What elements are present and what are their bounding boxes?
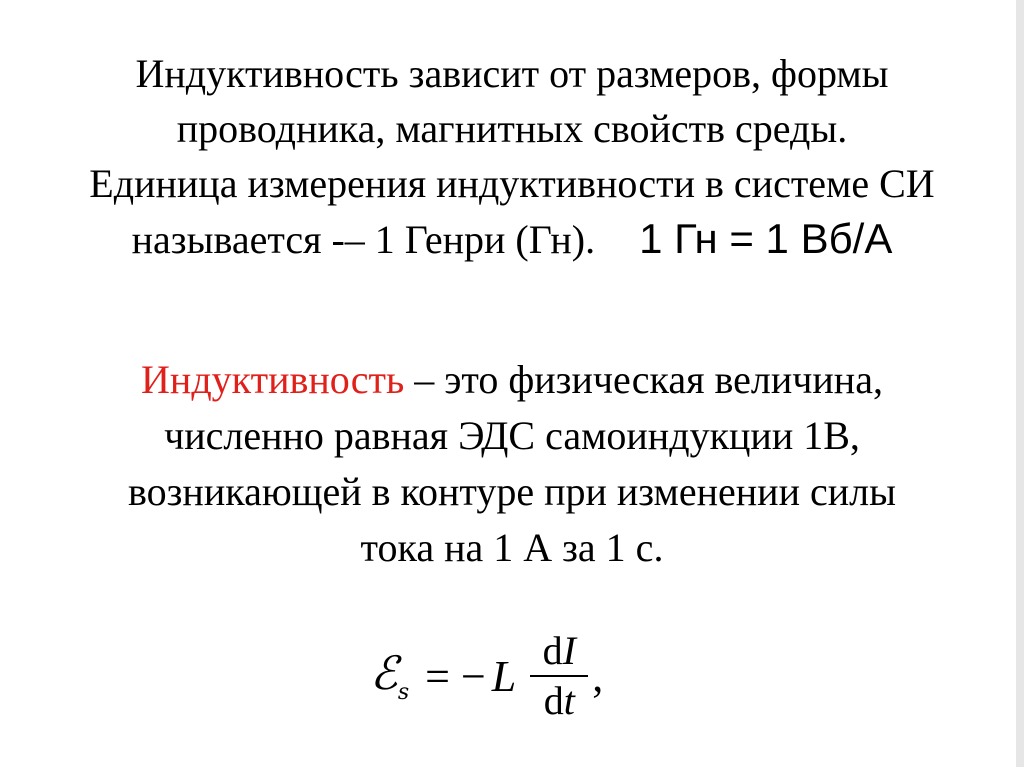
text-segment: – это физическая величина, <box>404 357 883 402</box>
emf-symbol: ℰ$_s$ <box>370 646 410 706</box>
definition-term: Индуктивность <box>141 357 405 402</box>
text-line: Единица измерения индуктивности в системе СИ <box>89 161 935 206</box>
text-line: численно равная ЭДС самоиндукции 1В, <box>164 413 860 458</box>
text-line: тока на 1 А за 1 с. <box>360 525 664 570</box>
inductance-variable: L <box>491 651 517 701</box>
derivative-fraction <box>530 628 588 724</box>
text-segment: называется -– 1 Генри (Гн). <box>131 217 596 262</box>
formula-comma: , <box>592 651 604 701</box>
text-line: Индуктивность зависит от размеров, формы <box>135 51 889 96</box>
henry-unit-formula: 1 Гн = 1 Вб/А <box>639 215 893 262</box>
fraction-numerator: dI <box>542 628 576 673</box>
self-induction-emf-formula <box>370 626 603 726</box>
inductance-definition-paragraph <box>0 352 1024 576</box>
fraction-denominator: dt <box>543 678 575 723</box>
emf-subscript: s <box>397 680 410 706</box>
definition-first-line <box>0 352 1024 408</box>
text-line: возникающей в контуре при изменении силы <box>128 469 896 514</box>
fraction-bar <box>530 675 588 677</box>
equals-minus: = − <box>425 651 486 701</box>
text-line: проводника, магнитных свойств среды. <box>176 106 848 151</box>
text-line-with-formula <box>0 211 1024 267</box>
inductance-units-paragraph <box>0 46 1024 267</box>
